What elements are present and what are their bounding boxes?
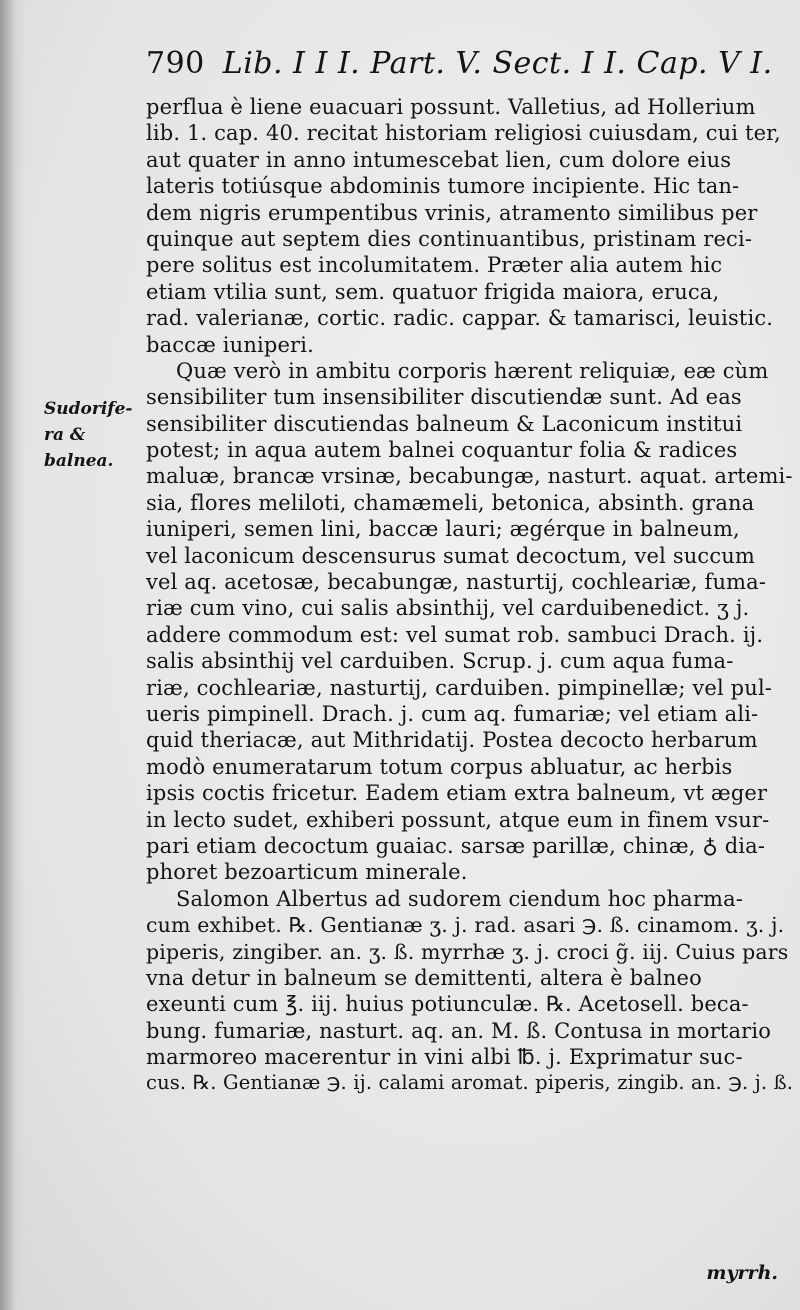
text-line: quid theriacæ, aut Mithridatij. Postea decocto herbarum — [146, 728, 758, 753]
text-line: baccæ iuniperi. — [146, 332, 314, 357]
text-line: riæ, cochleariæ, nasturtij, carduiben. pimpinellæ; vel pul- — [146, 675, 773, 700]
text-line: cus. ℞. Gentianæ ℈. ij. calami aromat. piperis, zingib. an. ℈. j. ß. — [146, 1071, 794, 1095]
text-line: ueris pimpinell. Drach. j. cum aq. fumariæ; vel etiam ali- — [146, 701, 759, 726]
text-line: bung. fumariæ, nasturt. aq. an. M. ß. Contusa in mortario — [146, 1018, 772, 1043]
text-line: pere solitus est incolumitatem. Præter alia autem hic — [146, 253, 723, 278]
text-line: rad. valerianæ, cortic. radic. cappar. & tamarisci, leuistic. — [146, 306, 774, 331]
text-line: exeunti cum ℥. iij. huius potiunculæ. ℞. Acetosell. beca- — [146, 992, 749, 1017]
text-line: vna detur in balneum se demittenti, altera è balneo — [146, 965, 702, 990]
text-line: sensibiliter tum insensibiliter discutiendæ sunt. Ad eas — [146, 385, 742, 410]
text-line: phoret bezoarticum minerale. — [146, 860, 468, 885]
text-line: dem nigris erumpentibus vrinis, atramento similibus per — [146, 200, 758, 225]
text-line: salis absinthij vel carduiben. Scrup. j. cum aqua fuma- — [146, 649, 734, 674]
text-line: iuniperi, semen lini, baccæ lauri; ægérque in balneum, — [146, 517, 740, 542]
text-line: modò enumeratarum totum corpus abluatur, ac herbis — [146, 754, 733, 779]
text-line: riæ cum vino, cui salis absinthij, vel carduibenedict. ʒ j. — [146, 596, 750, 621]
running-head — [146, 46, 786, 81]
text-line: etiam vtilia sunt, sem. quatuor frigida maiora, eruca, — [146, 279, 720, 304]
margin-note-line: ra & — [44, 425, 86, 445]
text-line: sensibiliter discutiendas balneum & Laconicum institui — [146, 411, 743, 436]
text-line: maluæ, brancæ vrsinæ, becabungæ, nasturt. aquat. artemi- — [146, 464, 793, 489]
margin-note — [44, 396, 134, 474]
text-line: pari etiam decoctum guaiac. sarsæ parillæ, chinæ, ♁ dia- — [146, 833, 766, 858]
body-text — [146, 94, 796, 1097]
text-line: aut quater in anno intumescebat lien, cum dolore eius — [146, 147, 732, 172]
text-line: piperis, zingiber. an. ʒ. ß. myrrhæ ʒ. j. croci g̃. iij. Cuius pars — [146, 939, 789, 964]
running-head-title: Lib. I I I. Part. V. Sect. I I. Cap. V I. — [222, 46, 773, 81]
gutter-shadow — [0, 0, 26, 1310]
text-line: addere commodum est: vel sumat rob. sambuci Drach. ij. — [146, 622, 764, 647]
margin-note-line: balnea. — [44, 451, 114, 471]
text-line: cum exhibet. ℞. Gentianæ ʒ. j. rad. asari ℈. ß. cinamom. ʒ. j. — [146, 913, 785, 938]
margin-note-line: Sudorife- — [44, 399, 133, 419]
text-line: perflua è liene euacuari possunt. Valletius, ad Hollerium — [146, 95, 756, 119]
text-line: sia, flores meliloti, chamæmeli, betonica, absinth. grana — [146, 490, 755, 515]
text-line: vel aq. acetosæ, becabungæ, nasturtij, cochleariæ, fuma- — [146, 570, 767, 595]
page-number: 790 — [146, 46, 205, 81]
text-line: potest; in aqua autem balnei coquantur folia & radices — [146, 438, 738, 463]
text-line: vel laconicum descensurus sumat decoctum, vel succum — [146, 543, 755, 568]
catchword: myrrh. — [706, 1262, 778, 1284]
text-line: Salomon Albertus ad sudorem ciendum hoc pharma- — [176, 886, 744, 911]
text-line: in lecto sudet, exhiberi possunt, atque eum in finem vsur- — [146, 807, 770, 832]
text-line: Quæ verò in ambitu corporis hærent reliquiæ, eæ cùm — [176, 358, 769, 383]
text-line: lib. 1. cap. 40. recitat historiam religiosi cuiusdam, cui ter, — [146, 121, 781, 146]
text-line: quinque aut septem dies continuantibus, pristinam reci- — [146, 226, 753, 251]
text-line: lateris totiúsque abdominis tumore incipiente. Hic tan- — [146, 174, 740, 199]
text-line: ipsis coctis fricetur. Eadem etiam extra balneum, vt æger — [146, 781, 768, 806]
text-line: marmoreo macerentur in vini albi ℔. j. Exprimatur suc- — [146, 1045, 743, 1070]
